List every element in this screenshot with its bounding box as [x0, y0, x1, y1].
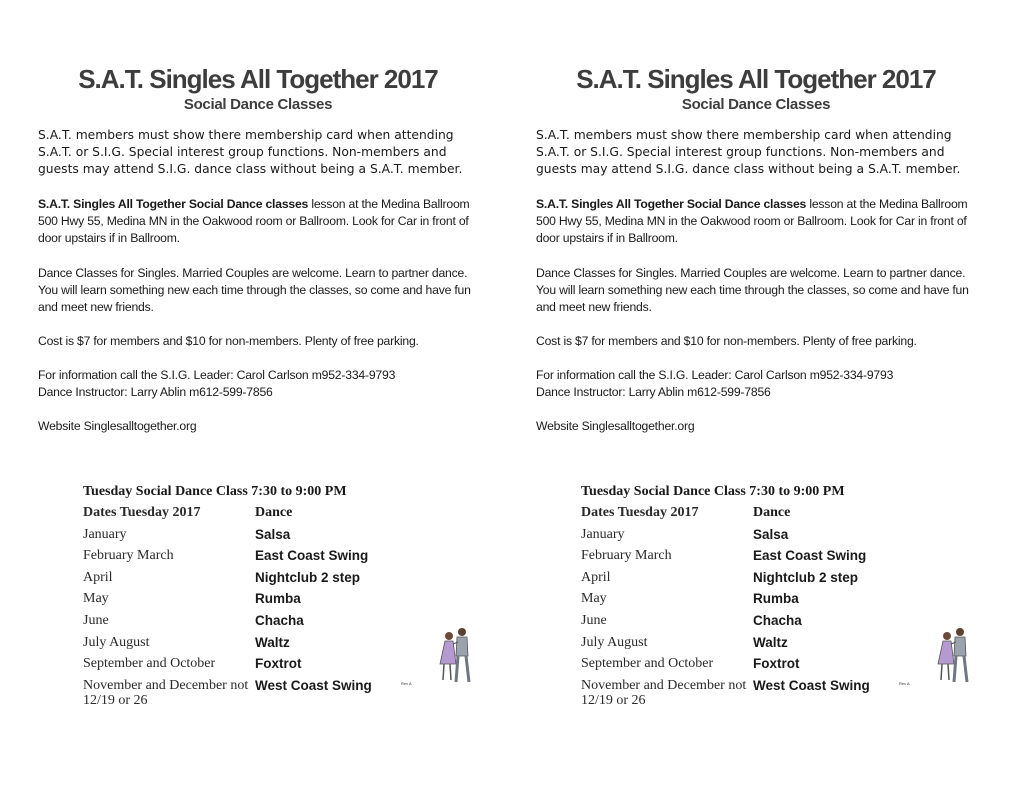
schedule-row	[83, 546, 503, 568]
schedule-dance: Waltz	[255, 634, 290, 650]
location-text: lesson at the Medina Ballroom 500 Hwy 55, Medina MN in the Oakwood room or Ballroom. Look for Car in front of door upstairs if in Ballroom.	[536, 197, 968, 245]
schedule-title: Tuesday Social Dance Class 7:30 to 9:00 PM	[83, 484, 347, 499]
schedule-date: September and October	[581, 656, 714, 672]
schedule-dance: East Coast Swing	[255, 548, 369, 564]
schedule-dance: Nightclub 2 step	[753, 569, 859, 585]
schedule-dance: East Coast Swing	[753, 548, 867, 564]
schedule-row	[581, 525, 1001, 547]
contact-paragraph	[536, 367, 986, 401]
schedule-date: February March	[581, 548, 672, 564]
schedule-row	[581, 546, 1001, 568]
flyer-subtitle: Social Dance Classes	[183, 96, 333, 113]
schedule-row	[581, 589, 1001, 611]
instructor-contact: Dance Instructor: Larry Ablin m612-599-7856	[536, 385, 771, 399]
schedule-dance: Chacha	[255, 612, 304, 628]
schedule-date: April	[83, 569, 113, 585]
location-bold: S.A.T. Singles All Together Social Dance classes	[38, 197, 309, 211]
schedule-header-dance: Dance	[255, 505, 293, 520]
schedule-header-row	[581, 503, 1001, 525]
schedule-date: February March	[83, 548, 174, 564]
flyer-title: S.A.T. Singles All Together 2017	[576, 64, 936, 94]
schedule-header-dance: Dance	[753, 505, 791, 520]
schedule-date: May	[581, 591, 607, 607]
schedule-dance: Foxtrot	[255, 656, 302, 672]
contact-paragraph	[38, 367, 488, 401]
schedule-dance: Foxtrot	[753, 656, 800, 672]
location-paragraph	[38, 196, 488, 247]
schedule-dance: Rumba	[753, 591, 799, 607]
schedule-title: Tuesday Social Dance Class 7:30 to 9:00 PM	[581, 484, 845, 499]
schedule-date: September and October	[83, 656, 216, 672]
leader-contact: For information call the S.I.G. Leader: Carol Carlson m952-334-9793	[536, 368, 894, 382]
schedule-date: January	[581, 526, 625, 542]
schedule-date: June	[581, 612, 607, 628]
schedule-date: May	[83, 591, 109, 607]
schedule-header-row	[83, 503, 503, 525]
schedule-date: November and December not 12/19 or 26	[83, 677, 249, 708]
schedule-row	[581, 568, 1001, 590]
revision-note: Rev A	[899, 680, 910, 686]
location-text: lesson at the Medina Ballroom 500 Hwy 55, Medina MN in the Oakwood room or Ballroom. Look for Car in front of door upstairs if in Ballroom.	[38, 197, 470, 245]
dancing-couple-icon	[436, 626, 476, 686]
schedule-dance: West Coast Swing	[255, 677, 372, 693]
schedule-date: November and December not 12/19 or 26	[581, 677, 747, 708]
schedule-dance: Chacha	[753, 612, 802, 628]
schedule-date: July August	[581, 634, 648, 650]
instructor-contact: Dance Instructor: Larry Ablin m612-599-7856	[38, 385, 273, 399]
schedule-date: July August	[83, 634, 150, 650]
schedule-row	[83, 525, 503, 547]
schedule-dance: Nightclub 2 step	[255, 569, 361, 585]
membership-notice: S.A.T. members must show there membership card when attending S.A.T. or S.I.G. Special interest group functions. Non-members and guests may attend S.I.G. dance class without being a S.A.T. member.	[38, 128, 463, 176]
schedule-dance: Salsa	[255, 526, 291, 542]
location-paragraph	[536, 196, 986, 247]
schedule-dance: Salsa	[753, 526, 789, 542]
flyer-subtitle: Social Dance Classes	[681, 96, 831, 113]
schedule-dance: Rumba	[255, 591, 301, 607]
schedule-header-date: Dates Tuesday 2017	[581, 505, 699, 520]
membership-notice: S.A.T. members must show there membership card when attending S.A.T. or S.I.G. Special interest group functions. Non-members and guests may attend S.I.G. dance class without being a S.A.T. member.	[536, 128, 961, 176]
schedule-dance: West Coast Swing	[753, 677, 870, 693]
schedule-row	[83, 568, 503, 590]
schedule-row	[83, 589, 503, 611]
location-bold: S.A.T. Singles All Together Social Dance classes	[536, 197, 807, 211]
flyer-left	[38, 0, 538, 791]
flyer-title: S.A.T. Singles All Together 2017	[78, 64, 438, 94]
dancing-couple-icon	[934, 626, 974, 686]
classes-paragraph: Dance Classes for Singles. Married Couples are welcome. Learn to partner dance. You will learn something new each time through the classes, so come and have fun and meet new friends.	[536, 266, 969, 314]
website-line: Website Singlesalltogether.org	[38, 419, 197, 433]
schedule-date: January	[83, 526, 127, 542]
schedule-date: June	[83, 612, 109, 628]
leader-contact: For information call the S.I.G. Leader: Carol Carlson m952-334-9793	[38, 368, 396, 382]
flyer-right	[536, 0, 1024, 791]
classes-paragraph: Dance Classes for Singles. Married Couples are welcome. Learn to partner dance. You will learn something new each time through the classes, so come and have fun and meet new friends.	[38, 266, 471, 314]
cost-paragraph: Cost is $7 for members and $10 for non-members. Plenty of free parking.	[536, 334, 917, 348]
revision-note: Rev A	[401, 680, 412, 686]
schedule-header-date: Dates Tuesday 2017	[83, 505, 201, 520]
schedule-date: April	[581, 569, 611, 585]
schedule-dance: Waltz	[753, 634, 788, 650]
website-line: Website Singlesalltogether.org	[536, 419, 695, 433]
cost-paragraph: Cost is $7 for members and $10 for non-members. Plenty of free parking.	[38, 334, 419, 348]
